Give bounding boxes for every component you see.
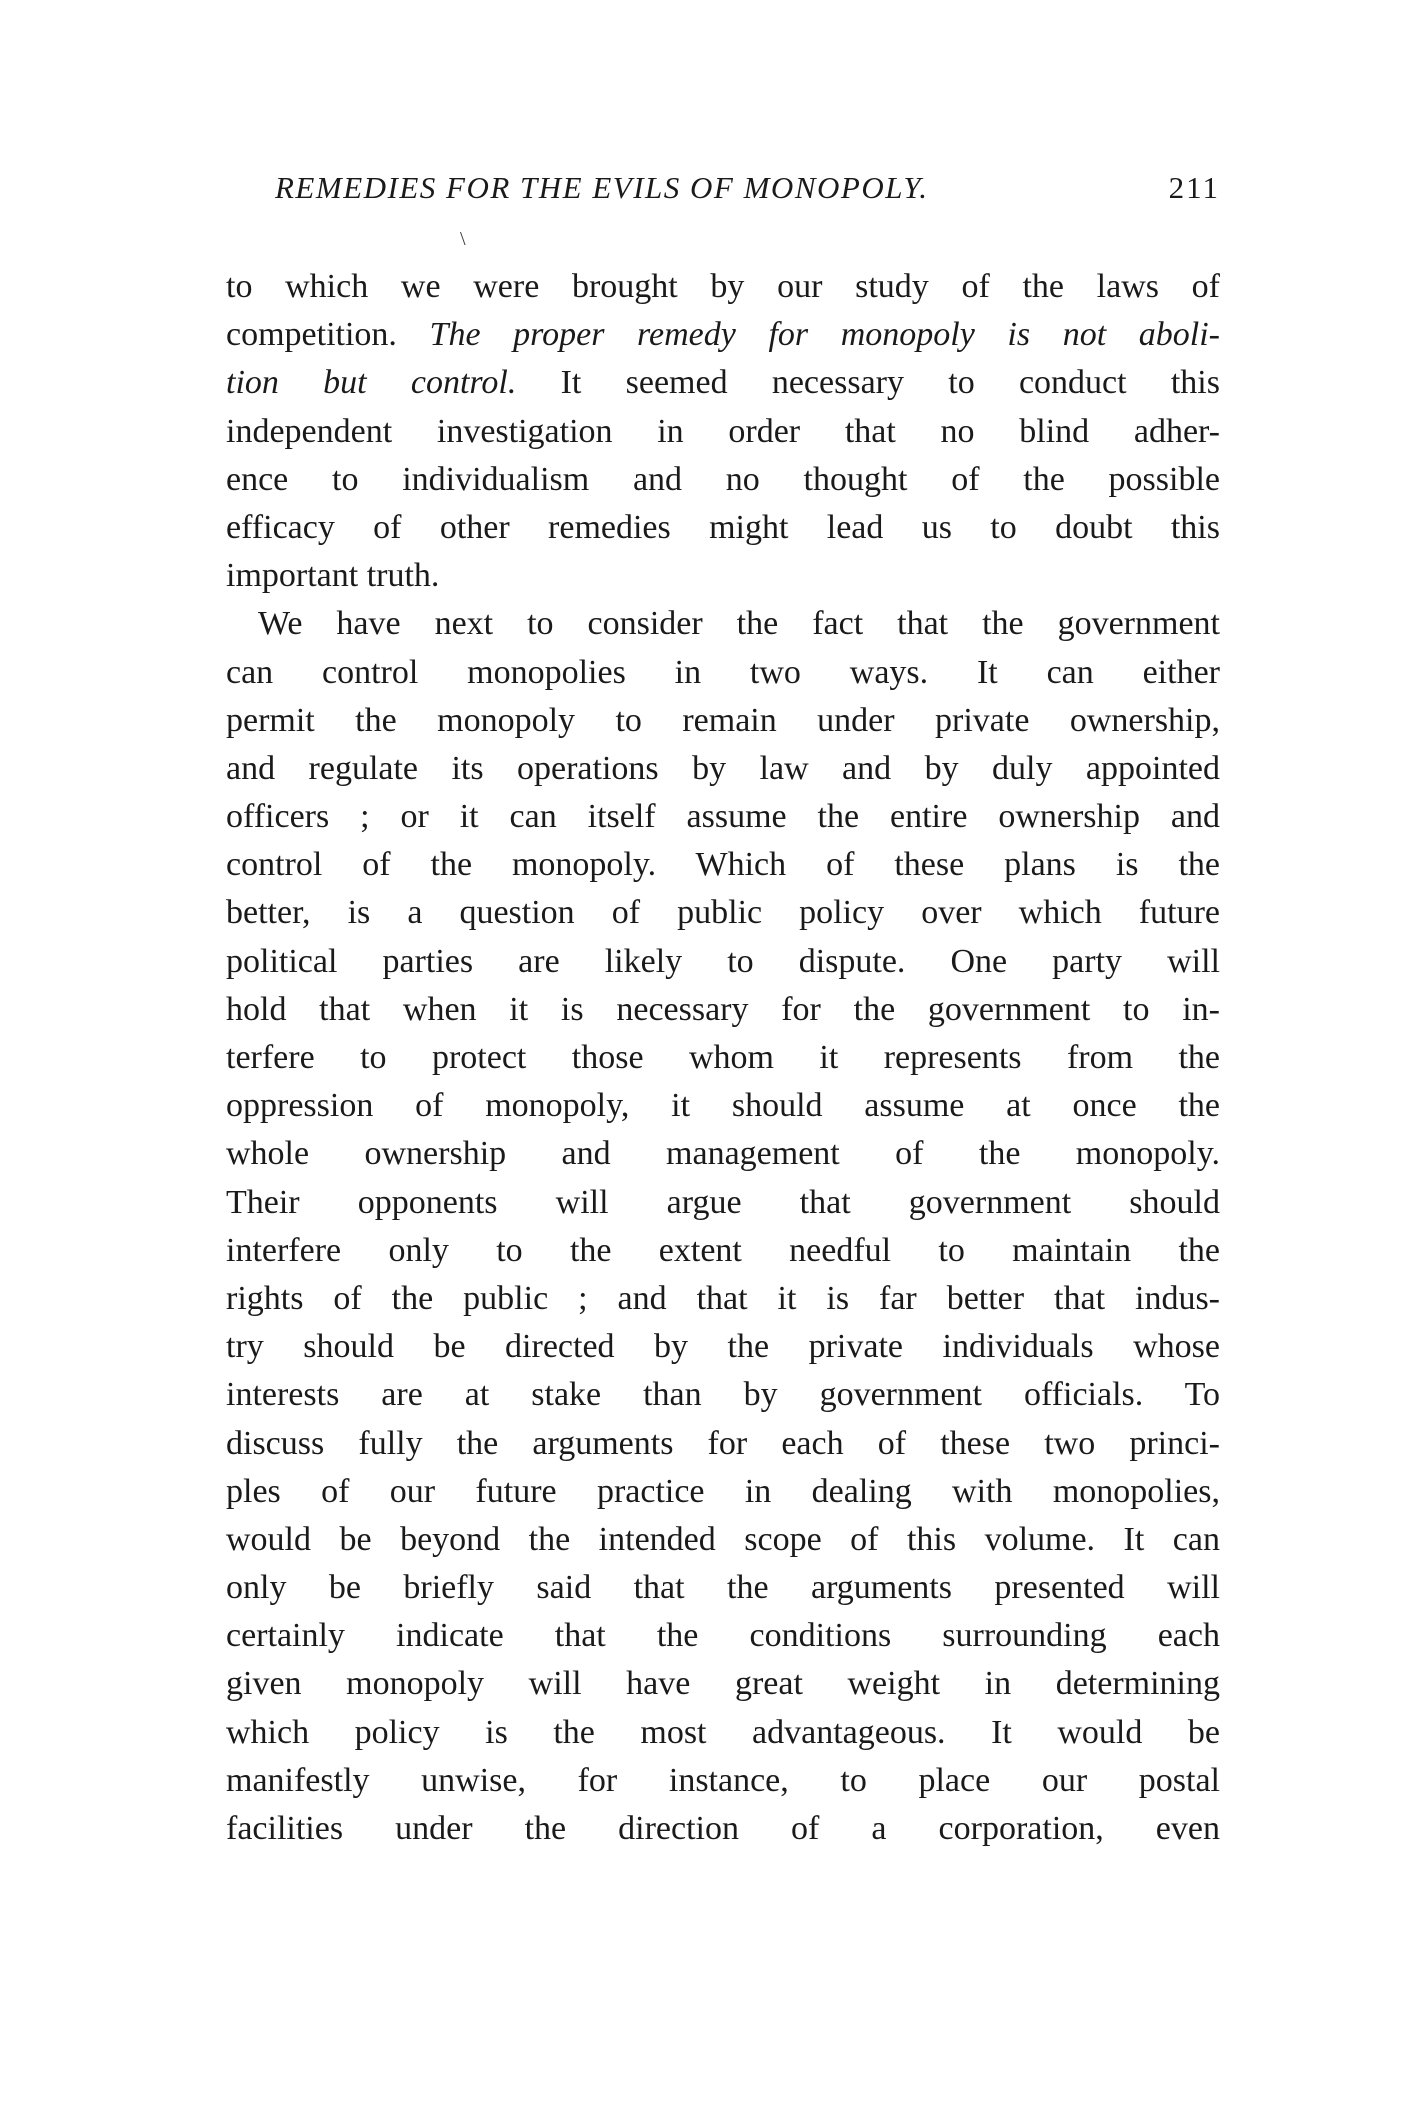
text-line [226, 745, 1220, 793]
text-line [226, 1034, 1220, 1082]
line-text: hold that when it is necessary for the government to in- [226, 990, 1220, 1028]
line-text: interfere only to the extent needful to maintain the [226, 1231, 1220, 1269]
line-text: certainly indicate that the conditions surrounding each [226, 1617, 1220, 1655]
line-text: political parties are likely to dispute. One party will [226, 942, 1220, 980]
text-line [226, 408, 1220, 456]
italic-text: The proper remedy for monopoly is not aboli- [429, 316, 1220, 354]
line-text: better, is a question of public policy over which future [226, 894, 1220, 932]
text-line [226, 889, 1220, 937]
text-line [226, 1805, 1220, 1853]
text-line [226, 649, 1220, 697]
line-text: whole ownership and management of the monopoly. [226, 1135, 1220, 1173]
text-line [226, 1709, 1220, 1757]
text-line [226, 841, 1220, 889]
text-line [226, 504, 1220, 552]
text-line [226, 1275, 1220, 1323]
text-line [226, 1130, 1220, 1178]
line-text: Their opponents will argue that government should [226, 1183, 1220, 1221]
line-text: to which we were brought by our study of the laws of [226, 268, 1220, 305]
line-text: efficacy of other remedies might lead us to doubt this [226, 508, 1220, 546]
text-line [226, 311, 1220, 359]
line-text: facilities under the direction of a corporation, even [226, 1810, 1220, 1847]
text-line [226, 793, 1220, 841]
text-line [226, 1757, 1220, 1805]
line-text: officers ; or it can itself assume the entire ownership and [226, 798, 1220, 836]
text-line [226, 359, 1220, 407]
line-text: It seemed necessary to conduct this [516, 364, 1220, 402]
text-line [226, 1179, 1220, 1227]
line-text: manifestly unwise, for instance, to place our postal [226, 1761, 1220, 1799]
running-header [275, 170, 1220, 216]
text-line [226, 1420, 1220, 1468]
line-text: important truth. [226, 557, 440, 595]
text-line [226, 600, 1220, 648]
line-text: ence to individualism and no thought of the possible [226, 460, 1220, 498]
text-line [226, 986, 1220, 1034]
line-text: and regulate its operations by law and by duly appointed [226, 749, 1220, 787]
text-line [226, 456, 1220, 504]
line-text: terfere to protect those whom it represents from the [226, 1039, 1220, 1076]
text-line [226, 1564, 1220, 1612]
text-line [226, 1323, 1220, 1371]
line-text: given monopoly will have great weight in determining [226, 1665, 1220, 1703]
line-text: which policy is the most advantageous. It would be [226, 1713, 1220, 1751]
line-text: would be beyond the intended scope of this volume. It can [226, 1520, 1220, 1558]
stray-mark: \ [460, 228, 466, 250]
line-text: interests are at stake than by government officials. To [226, 1376, 1220, 1414]
text-line [226, 1227, 1220, 1275]
line-text: only be briefly said that the arguments presented will [226, 1569, 1220, 1607]
line-text: independent investigation in order that no blind adher- [226, 412, 1220, 450]
line-text: rights of the public ; and that it is far better that indus- [226, 1279, 1220, 1317]
text-line [226, 263, 1220, 311]
text-line [226, 1468, 1220, 1516]
line-text: competition. [226, 316, 430, 354]
running-title: REMEDIES FOR THE EVILS OF MONOPOLY. [275, 170, 929, 205]
page-number: 211 [1168, 170, 1220, 205]
text-line [226, 1660, 1220, 1708]
text-line [226, 697, 1220, 745]
text-line [226, 1082, 1220, 1130]
line-text: oppression of monopoly, it should assume at once the [226, 1087, 1220, 1125]
italic-text: tion but control. [226, 364, 517, 402]
text-line [226, 1612, 1220, 1660]
text-line [226, 552, 1220, 600]
line-text: ples of our future practice in dealing with monopolies, [226, 1472, 1220, 1510]
text-line [226, 1516, 1220, 1564]
line-text: control of the monopoly. Which of these plans is the [226, 846, 1220, 884]
line-text: can control monopolies in two ways. It can either [226, 653, 1220, 691]
line-text: permit the monopoly to remain under private ownership, [226, 701, 1220, 739]
line-text: discuss fully the arguments for each of these two princi- [226, 1424, 1220, 1462]
line-text: We have next to consider the fact that the government [258, 605, 1220, 643]
page-body [226, 263, 1220, 1853]
text-line [226, 1371, 1220, 1419]
line-text: try should be directed by the private individuals whose [226, 1328, 1220, 1366]
text-line [226, 938, 1220, 986]
